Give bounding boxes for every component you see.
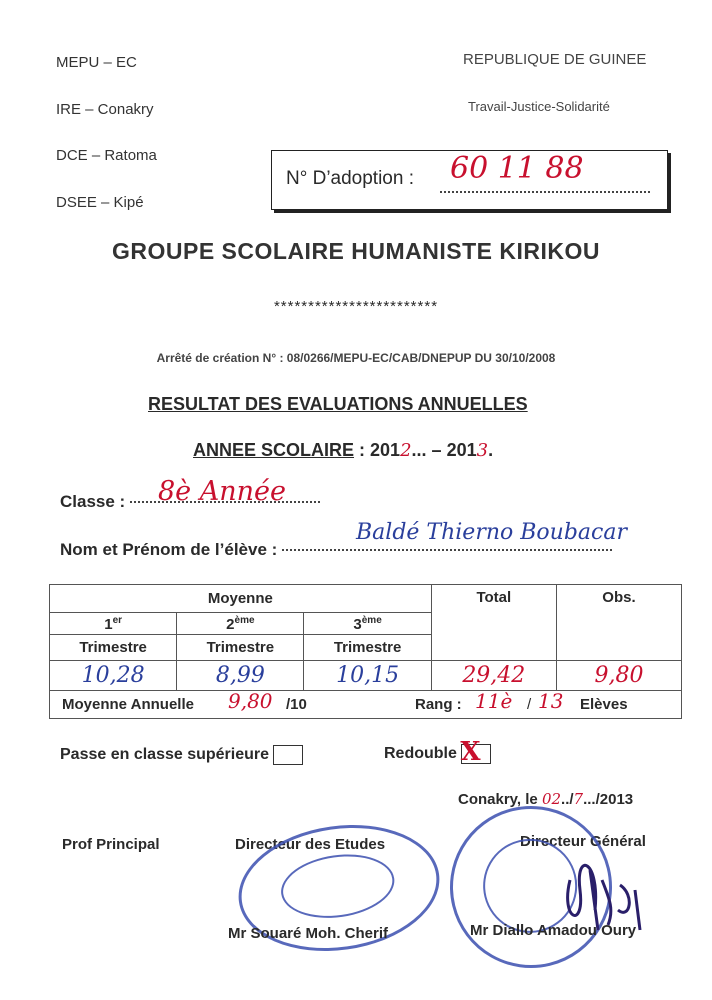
annual-row: Moyenne Annuelle 9,80 /10 Rang : 11è / 13 Elèves: [50, 691, 682, 719]
header-dsee: DSEE – Kipé: [56, 194, 144, 211]
decorative-stars: ************************: [273, 298, 439, 315]
header-ministry: MEPU – EC: [56, 54, 137, 71]
pass-label: Passe en classe supérieure: [60, 746, 270, 764]
document-title: RESULTAT DES EVALUATIONS ANNUELLES: [148, 394, 528, 414]
repeat-label: Redouble: [384, 745, 457, 763]
term2-label: Trimestre: [177, 635, 304, 661]
repeat-mark: X: [460, 737, 481, 767]
student-dots: [282, 549, 612, 551]
class-label: Classe :: [60, 492, 126, 511]
term1-number: 1er: [50, 613, 177, 635]
school-year: ANNEE SCOLAIRE : 2012... – 2013.: [193, 440, 494, 461]
pass-checkbox[interactable]: [273, 745, 303, 765]
total-header: Total: [431, 585, 556, 661]
obs-value: 9,80: [556, 661, 681, 691]
grades-table: [49, 584, 682, 719]
year-start-prefix: 201: [370, 440, 401, 460]
school-name: GROUPE SCOLAIRE HUMANISTE KIRIKOU: [111, 238, 601, 264]
year-separator: –: [431, 440, 442, 460]
date-month: 7: [573, 790, 584, 808]
creation-decree: Arrêté de création N° : 08/0266/MEPU-EC/CAB/DNEPUP DU 30/10/2008: [156, 351, 556, 365]
term1-grade: 10,28: [50, 661, 177, 691]
date-day: 02: [541, 790, 562, 808]
header-country: REPUBLIQUE DE GUINEE: [463, 51, 647, 68]
rank-value: 11è: [475, 689, 513, 713]
place-date: Conakry, le 02../7.../2013: [458, 790, 634, 808]
term3-grade: 10,15: [304, 661, 431, 691]
year-end-prefix: 201: [446, 440, 477, 460]
student-name: Baldé Thierno Boubacar: [356, 520, 627, 545]
studies-director-name: Mr Souaré Moh. Cherif: [228, 925, 389, 942]
prof-principal-title: Prof Principal: [62, 836, 160, 853]
term2-number: 2ème: [177, 613, 304, 635]
annual-value: 9,80: [228, 689, 273, 713]
header-motto: Travail-Justice-Solidarité: [468, 99, 610, 114]
adoption-dots: [440, 191, 650, 193]
annual-label: Moyenne Annuelle: [62, 696, 194, 713]
class-value: 8è Année: [158, 476, 286, 507]
rank-label: Rang :: [415, 696, 462, 713]
header-ire: IRE – Conakry: [56, 101, 154, 118]
repeat-option: [384, 737, 491, 767]
repeat-checkbox[interactable]: [460, 737, 491, 767]
term2-grade: 8,99: [177, 661, 304, 691]
annual-suffix: /10: [286, 696, 307, 713]
year-end-digit: 3: [476, 440, 489, 461]
term3-label: Trimestre: [304, 635, 431, 661]
year-start-digit: 2: [400, 440, 412, 461]
term1-label: Trimestre: [50, 635, 177, 661]
general-director-name: Mr Diallo Amadou Oury: [470, 922, 637, 939]
adoption-number: 60 11 88: [450, 151, 584, 186]
general-director-title: Directeur Général: [520, 833, 646, 850]
date-year: /2013: [595, 791, 634, 808]
adoption-label: N° D’adoption :: [286, 168, 414, 189]
header-dce: DCE – Ratoma: [56, 147, 157, 164]
studies-director-title: Directeur des Etudes: [235, 836, 386, 853]
adoption-box: [271, 150, 668, 210]
total-value: 29,42: [431, 661, 556, 691]
place-label: Conakry, le: [458, 791, 538, 808]
obs-header: Obs.: [556, 585, 681, 661]
moyenne-header: Moyenne: [50, 585, 432, 613]
pass-option: [60, 745, 303, 765]
rank-total: 13: [538, 689, 564, 713]
school-year-label: ANNEE SCOLAIRE: [193, 440, 355, 460]
student-label: Nom et Prénom de l’élève :: [60, 540, 278, 559]
term3-number: 3ème: [304, 613, 431, 635]
rank-suffix: Elèves: [580, 696, 628, 713]
